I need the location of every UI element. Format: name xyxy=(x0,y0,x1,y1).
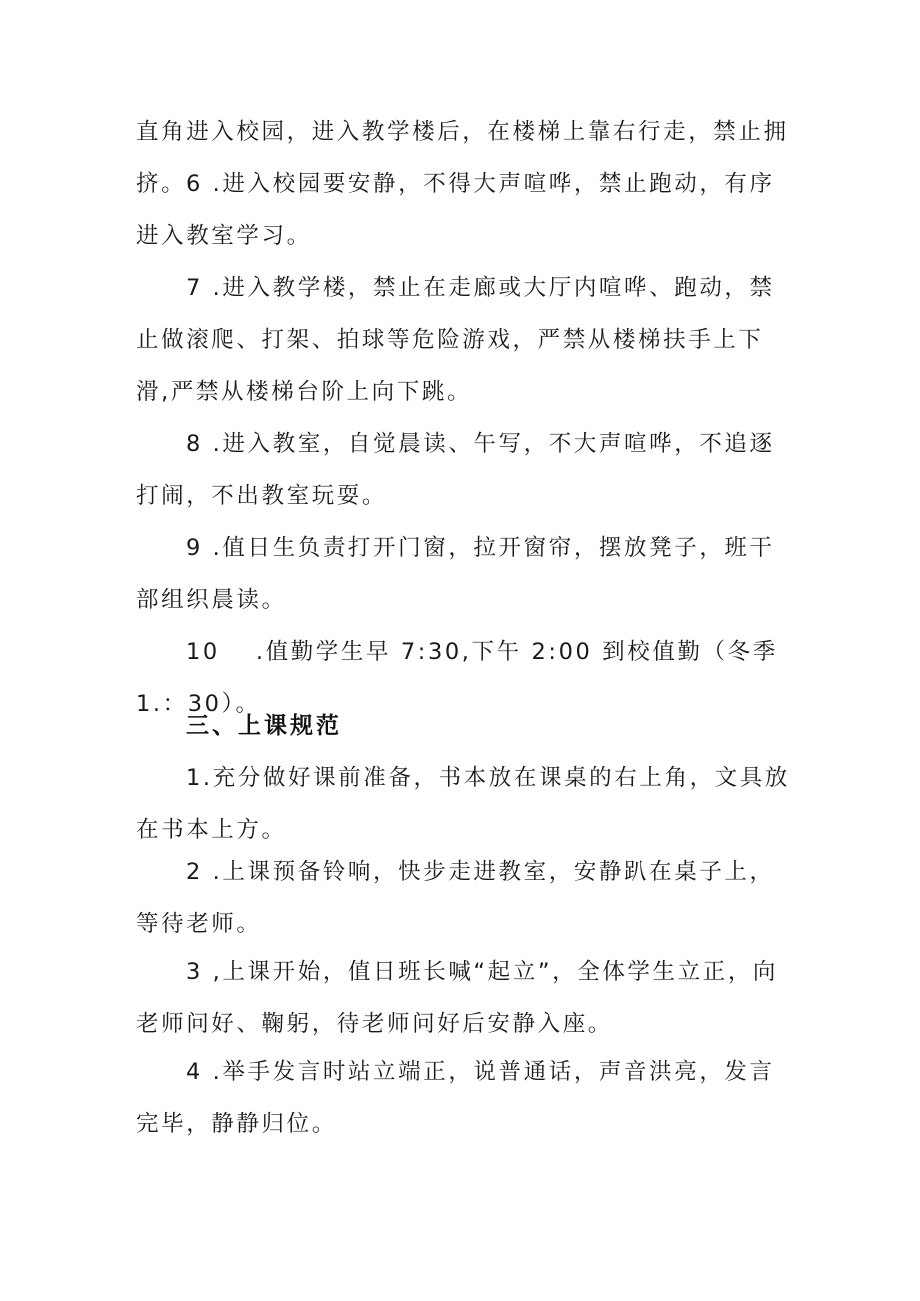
section-paragraph-1: 1.充分做好课前准备，书本放在课桌的右上角，文具放在书本上方。 xyxy=(136,765,790,843)
paragraph-item-8: 8 .进入教室，自觉晨读、午写，不大声喧哗，不追逐打闹，不出教室玩耍。 xyxy=(136,431,775,509)
section-paragraph-2: 2 .上课预备铃响，快步走进教室，安静趴在桌子上，等待老师。 xyxy=(136,859,775,937)
item-10-number: 10 xyxy=(186,639,220,665)
paragraph-item-6: 6 .进入校园要安静，不得大声喧哗，禁止跑动，有序进入教室学习。 xyxy=(136,171,775,249)
paragraph-item-7: 7 .进入教学楼，禁止在走廊或大厅内喧哗、跑动，禁止做滚爬、打架、拍球等危险游戏，严禁从楼梯扶手上下滑,严禁从楼梯台阶上向下跳。 xyxy=(136,275,775,405)
paragraph-item-9: 9 .值日生负责打开门窗，拉开窗帘，摆放凳子，班干部组织晨读。 xyxy=(136,535,775,613)
item-10-text: .值勤学生早 7:30,下午 2:00 到校值勤（冬季 1.：30）。 xyxy=(136,639,778,717)
section-heading: 三、上课规范 xyxy=(186,713,342,739)
section-paragraph-3: 3 ,上课开始，值日班长喊“起立”，全体学生立正，向老师问好、鞠躬，待老师问好后安静入座。 xyxy=(136,959,779,1037)
section-paragraph-4: 4 .举手发言时站立端正，说普通话，声音洪亮，发言完毕，静静归位。 xyxy=(136,1059,775,1137)
paragraph-continuation: 直角进入校园，进入教学楼后，在楼梯上靠右行走，禁止拥挤。 xyxy=(136,119,789,197)
